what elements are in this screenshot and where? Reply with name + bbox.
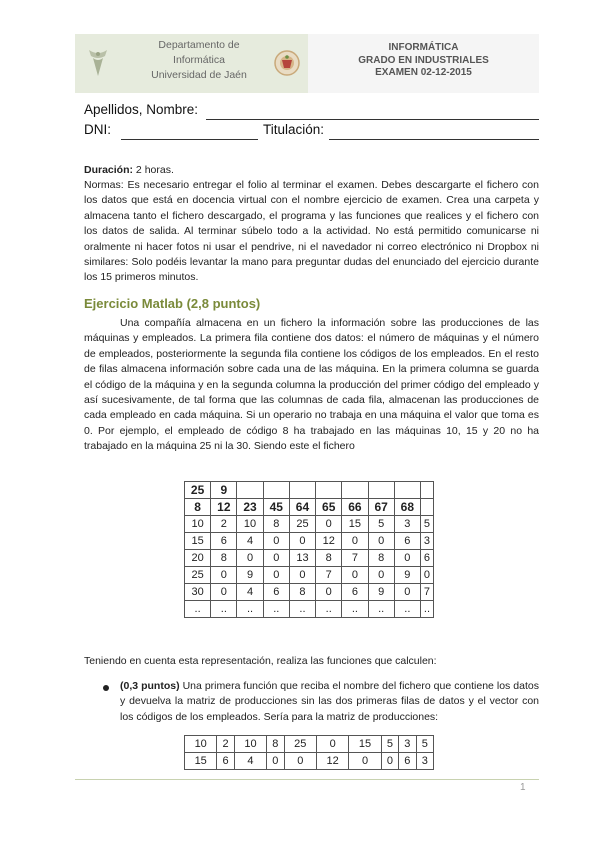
table-cell — [394, 482, 420, 499]
table-cell: 8 — [289, 584, 315, 601]
table-cell: 0 — [263, 567, 289, 584]
table-cell: 3 — [416, 753, 434, 770]
table-cell: 10 — [185, 736, 217, 753]
name-field-line[interactable] — [206, 119, 539, 120]
table-cell: 0 — [289, 567, 315, 584]
table-cell: 0 — [342, 533, 368, 550]
table-cell: 7 — [342, 550, 368, 567]
functions-intro: Teniendo en cuenta esta representación, realiza las funciones que calculen: — [84, 655, 437, 667]
table-cell: 9 — [237, 567, 263, 584]
table-row — [185, 533, 434, 550]
table-cell — [420, 482, 433, 499]
table-cell: 0 — [211, 584, 237, 601]
table-cell: 15 — [342, 516, 368, 533]
table-cell: 7 — [316, 567, 342, 584]
table-cell: 68 — [394, 499, 420, 516]
table-cell: 0 — [394, 584, 420, 601]
table-cell: 0 — [267, 753, 284, 770]
table-cell: 8 — [316, 550, 342, 567]
table-cell: 6 — [342, 584, 368, 601]
table-cell: 8 — [185, 499, 211, 516]
table-cell: 0 — [316, 516, 342, 533]
table-cell: .. — [211, 601, 237, 618]
table-cell: 15 — [185, 753, 217, 770]
table-row — [185, 736, 434, 753]
table-cell — [289, 482, 315, 499]
table-cell: 2 — [211, 516, 237, 533]
titulacion-field-label: Titulación: — [263, 122, 325, 137]
table-cell: 0 — [284, 753, 316, 770]
table-row — [185, 753, 434, 770]
table-cell: 9 — [394, 567, 420, 584]
table-cell: 2 — [217, 736, 234, 753]
course-line-1: INFORMÁTICA — [388, 42, 459, 53]
table-cell: 8 — [267, 736, 284, 753]
university-logo-icon — [83, 46, 113, 80]
page-header — [75, 34, 539, 93]
table-cell: .. — [420, 601, 433, 618]
table-cell: .. — [316, 601, 342, 618]
file-data-table — [184, 481, 434, 618]
table-cell: 0 — [394, 550, 420, 567]
dni-field-line[interactable] — [121, 139, 258, 140]
table-cell: 6 — [394, 533, 420, 550]
table-cell: 3 — [420, 533, 433, 550]
name-field-label: Apellidos, Nombre: — [84, 102, 199, 117]
table-cell: 12 — [211, 499, 237, 516]
table-cell: 7 — [420, 584, 433, 601]
table-cell: 25 — [185, 482, 211, 499]
table-cell: 65 — [316, 499, 342, 516]
table-row — [185, 482, 434, 499]
table-cell: 8 — [368, 550, 394, 567]
duration-value: 2 horas. — [133, 164, 174, 176]
dept-line-2: Informática — [173, 54, 225, 66]
bullet-points: (0,3 puntos) — [120, 680, 180, 692]
table-cell: 45 — [263, 499, 289, 516]
course-line-2: GRADO EN INDUSTRIALES — [358, 54, 489, 66]
exercise-description: Una compañía almacena en un fichero la información sobre las producciones de las máquinas y empleados. La primera fila contiene dos datos: el número de máquinas y el número de empleados, posteriormente la segunda fila contiene los códigos de los empleados. En el resto de filas almacena información sobre cada una de las máquina. En la primera columna se guarda el código de la máquina y en la segunda columna la producción del primer código del empleado y así sucesivamente, de tal forma que las columnas de cada fila, almacenan las producciones de cada empleado en cada máquina. Si un operario no trabaja en una máquina el valor que toma es 0. Por ejemplo, el empleado de código 8 ha trabajado en las máquinas 10, 15 y 20 no ha trabajado en la máquina 25 ni la 30. Siendo este el fichero — [84, 317, 539, 453]
table-cell: 67 — [368, 499, 394, 516]
table-cell: 15 — [185, 533, 211, 550]
bullet-item-1 — [120, 679, 539, 725]
table-cell: 12 — [316, 533, 342, 550]
duration-line — [84, 163, 539, 178]
table-cell: 10 — [185, 516, 211, 533]
table-cell: .. — [289, 601, 315, 618]
table-cell: 6 — [420, 550, 433, 567]
table-cell: .. — [185, 601, 211, 618]
table-cell: 25 — [289, 516, 315, 533]
table-cell: 4 — [237, 533, 263, 550]
course-info — [308, 42, 539, 80]
header-right-panel — [308, 34, 539, 93]
table-cell: 5 — [368, 516, 394, 533]
table-cell: 10 — [234, 736, 266, 753]
table-cell: .. — [342, 601, 368, 618]
table-cell: 9 — [211, 482, 237, 499]
table-cell: 3 — [394, 516, 420, 533]
table-cell: .. — [263, 601, 289, 618]
table-cell: 0 — [211, 567, 237, 584]
table-row — [185, 516, 434, 533]
table-cell: 6 — [211, 533, 237, 550]
table-cell: 3 — [399, 736, 416, 753]
table-cell: 23 — [237, 499, 263, 516]
table-cell: 0 — [368, 533, 394, 550]
bullet-description: Una primera función que reciba el nombre del fichero que contiene los datos y devuelva la matriz de producciones sin las dos primeras filas de datos y el vector con los códigos de los empleados. Sería para la matriz de producciones: — [120, 680, 539, 723]
table-cell — [263, 482, 289, 499]
table-cell: 0 — [420, 567, 433, 584]
table-cell: 25 — [284, 736, 316, 753]
table-cell: 0 — [316, 584, 342, 601]
bullet-dot — [103, 685, 109, 691]
table-cell: 0 — [342, 567, 368, 584]
table-cell: 0 — [289, 533, 315, 550]
table-cell: 0 — [263, 550, 289, 567]
seal-logo-icon — [273, 48, 301, 78]
table-cell — [368, 482, 394, 499]
header-left-panel — [75, 34, 308, 93]
table-cell: 15 — [349, 736, 381, 753]
titulacion-field-line[interactable] — [329, 139, 539, 140]
table-cell: 0 — [316, 736, 348, 753]
table-cell: 5 — [381, 736, 398, 753]
table-cell: 0 — [349, 753, 381, 770]
footer-divider — [75, 779, 539, 780]
result-matrix-table — [184, 735, 434, 770]
table-cell: 5 — [420, 516, 433, 533]
exercise-title: Ejercicio Matlab (2,8 puntos) — [84, 296, 261, 311]
table-cell: .. — [368, 601, 394, 618]
table-cell: .. — [237, 601, 263, 618]
table-cell — [342, 482, 368, 499]
table-cell: 13 — [289, 550, 315, 567]
table-row — [185, 601, 434, 618]
page-number: 1 — [520, 782, 526, 793]
course-line-3: EXAMEN 02-12-2015 — [375, 67, 472, 78]
table-cell: 0 — [237, 550, 263, 567]
table-cell: 66 — [342, 499, 368, 516]
table-cell: 5 — [416, 736, 434, 753]
table-cell: 30 — [185, 584, 211, 601]
table-cell: 20 — [185, 550, 211, 567]
table-cell — [316, 482, 342, 499]
table-cell: 6 — [217, 753, 234, 770]
table-cell: .. — [394, 601, 420, 618]
table-cell: 12 — [316, 753, 348, 770]
table-cell — [237, 482, 263, 499]
dept-line-3: Universidad de Jaén — [151, 69, 247, 81]
table-cell: 9 — [368, 584, 394, 601]
department-name — [129, 38, 269, 83]
table-cell: 4 — [237, 584, 263, 601]
table-cell — [420, 499, 433, 516]
table-cell: 10 — [237, 516, 263, 533]
dni-field-label: DNI: — [84, 122, 111, 137]
dept-line-1: Departamento de — [158, 39, 240, 51]
duration-label: Duración: — [84, 164, 134, 176]
table-cell: 8 — [263, 516, 289, 533]
exam-rules: Normas: Es necesario entregar el folio al terminar el examen. Debes descargarte el fichero con los datos que está en docencia virtual con el nombre ejercicio de examen. Crea una carpeta y almacena tanto el fichero descargado, el programa y las funciones que realices y el fichero con los datos de salida. Al terminar súbelo todo a la actividad. No está permitido comunicarse ni oralmente ni hacer fotos ni usar el pendrive, ni el navedador ni correo electrónico ni Dropbox ni similares: Solo podéis levantar la mano para preguntar dudas del enunciado del ejercicio durante los 15 primeros minutos. — [84, 179, 539, 284]
table-cell: 0 — [263, 533, 289, 550]
table-cell: 4 — [234, 753, 266, 770]
table-row — [185, 550, 434, 567]
table-cell: 6 — [399, 753, 416, 770]
table-row — [185, 499, 434, 516]
table-row — [185, 567, 434, 584]
table-cell: 6 — [263, 584, 289, 601]
table-cell: 25 — [185, 567, 211, 584]
table-cell: 64 — [289, 499, 315, 516]
table-cell: 0 — [381, 753, 398, 770]
table-cell: 8 — [211, 550, 237, 567]
table-row — [185, 584, 434, 601]
table-cell: 0 — [368, 567, 394, 584]
